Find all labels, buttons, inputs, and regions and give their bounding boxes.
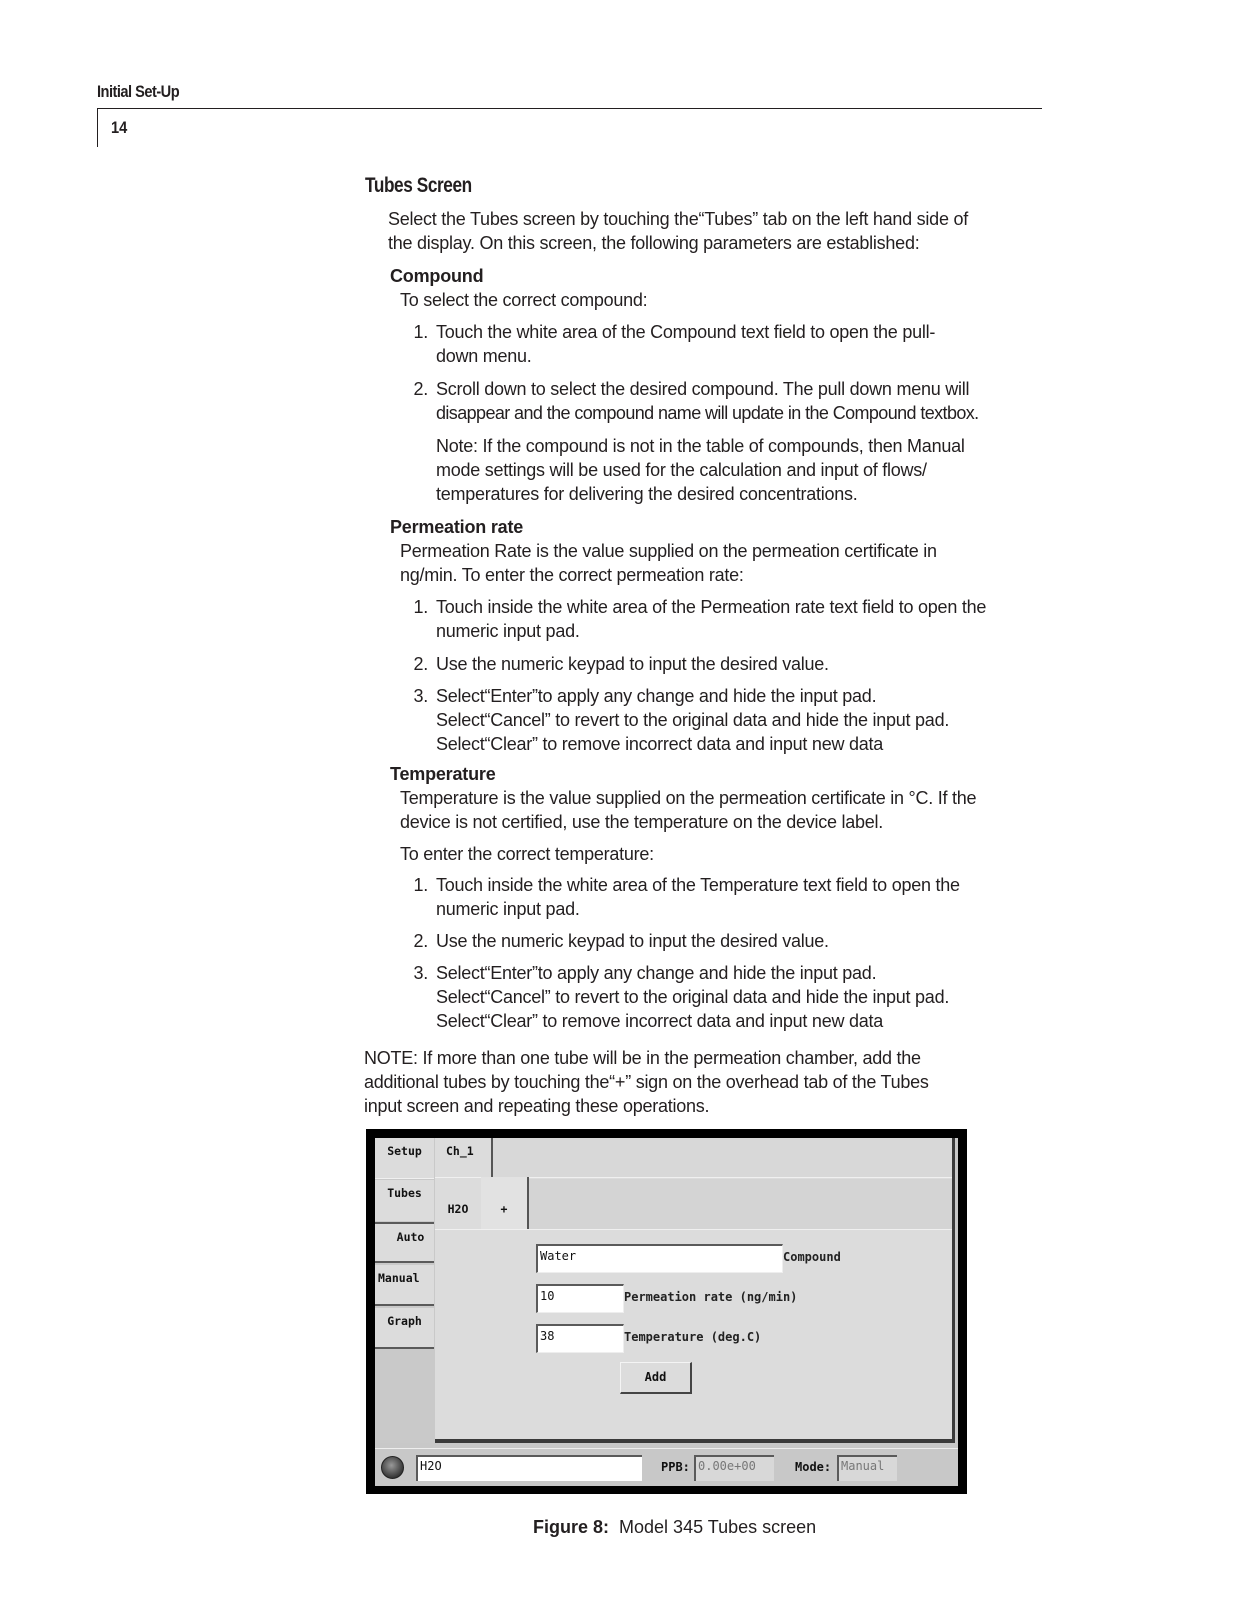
- step-text: Touch the white area of the Compound text field to open the pull-: [436, 322, 936, 342]
- mode-value: Manual: [837, 1455, 897, 1481]
- step-text: Touch inside the white area of the Temperature text field to open the: [436, 875, 960, 895]
- note-text: temperatures for delivering the desired concentrations.: [436, 484, 858, 504]
- tab-tube-h2o[interactable]: H2O: [435, 1179, 481, 1229]
- step-text: Touch inside the white area of the Permeation rate text field to open the: [436, 597, 987, 617]
- step-text: Select“Enter”to apply any change and hide the input pad.: [436, 686, 877, 706]
- temperature-label: Temperature (deg.C): [624, 1330, 762, 1344]
- intro-text: the display. On this screen, the following parameters are established:: [388, 233, 920, 253]
- section-title: Tubes Screen: [365, 174, 472, 197]
- step-number: 3.: [413, 686, 428, 706]
- step-text: Use the numeric keypad to input the desired value.: [436, 931, 829, 951]
- compound-field[interactable]: Water: [536, 1244, 783, 1273]
- step-text: down menu.: [436, 346, 532, 366]
- running-header: Initial Set-Up: [97, 82, 180, 101]
- sidebar-tab-auto[interactable]: Auto: [375, 1222, 434, 1263]
- permeation-heading: Permeation rate: [390, 517, 524, 537]
- final-note: input screen and repeating these operations.: [364, 1096, 710, 1116]
- sidebar-tab-manual[interactable]: Manual: [375, 1265, 434, 1306]
- temperature-field[interactable]: 38: [536, 1324, 624, 1353]
- figure-title: Model 345 Tubes screen: [619, 1517, 817, 1537]
- temperature-heading: Temperature: [390, 764, 496, 784]
- sidebar-tab-tubes[interactable]: Tubes: [375, 1180, 434, 1221]
- tab-ch-1[interactable]: Ch_1: [435, 1138, 493, 1177]
- sidebar-tab-graph[interactable]: Graph: [375, 1308, 434, 1349]
- device-screenshot: [366, 1129, 967, 1494]
- step-text: Select“Clear” to remove incorrect data and input new data: [436, 734, 883, 754]
- plus-icon: +: [500, 1202, 508, 1216]
- step-text: Use the numeric keypad to input the desired value.: [436, 654, 829, 674]
- device-screen: [375, 1138, 958, 1485]
- ppb-label: PPB:: [661, 1460, 690, 1474]
- permeation-rate-field[interactable]: 10: [536, 1284, 624, 1313]
- figure-label: Figure 8:: [533, 1517, 610, 1537]
- compound-label: Compound: [783, 1250, 841, 1264]
- step-text: disappear and the compound name will update in the Compound textbox.: [436, 403, 979, 423]
- step-number: 1.: [413, 322, 428, 342]
- step-text: numeric input pad.: [436, 899, 580, 919]
- step-text: Scroll down to select the desired compound. The pull down menu will: [436, 379, 970, 399]
- note-text: mode settings will be used for the calculation and input of flows/: [436, 460, 927, 480]
- step-number: 2.: [413, 931, 428, 951]
- temperature-lead: Temperature is the value supplied on the permeation certificate in °C. If the: [400, 788, 977, 808]
- sidebar: [375, 1138, 435, 1443]
- step-number: 1.: [413, 875, 428, 895]
- step-text: Select“Enter”to apply any change and hide the input pad.: [436, 963, 877, 983]
- final-note: NOTE: If more than one tube will be in the permeation chamber, add the: [364, 1048, 921, 1068]
- channel-tab-bar: [435, 1138, 952, 1178]
- sidebar-tab-setup[interactable]: Setup: [375, 1138, 434, 1179]
- mode-label: Mode:: [795, 1460, 832, 1474]
- temperature-lead: device is not certified, use the temperature on the device label.: [400, 812, 884, 832]
- step-text: numeric input pad.: [436, 621, 580, 641]
- ppb-value: 0.00e+00: [694, 1455, 774, 1481]
- add-button[interactable]: Add: [620, 1362, 692, 1394]
- figure-caption: [533, 1517, 816, 1538]
- permeation-lead: Permeation Rate is the value supplied on the permeation certificate in: [400, 541, 937, 561]
- add-tube-tab[interactable]: [481, 1177, 529, 1229]
- step-number: 2.: [413, 379, 428, 399]
- step-text: Select“Cancel” to revert to the original data and hide the input pad.: [436, 710, 950, 730]
- step-number: 1.: [413, 597, 428, 617]
- page-number: 14: [111, 118, 128, 137]
- tubes-panel: [435, 1138, 955, 1443]
- step-number: 2.: [413, 654, 428, 674]
- permeation-rate-label: Permeation rate (ng/min): [624, 1290, 798, 1304]
- final-note: additional tubes by touching the“+” sign on the overhead tab of the Tubes: [364, 1072, 929, 1092]
- note-text: Note: If the compound is not in the table of compounds, then Manual: [436, 436, 965, 456]
- header-rule: [97, 108, 1042, 109]
- compound-lead: To select the correct compound:: [400, 290, 648, 310]
- step-text: Select“Cancel” to revert to the original data and hide the input pad.: [436, 987, 950, 1007]
- compound-heading: Compound: [390, 266, 484, 286]
- permeation-lead: ng/min. To enter the correct permeation rate:: [400, 565, 744, 585]
- status-led-icon: [381, 1456, 404, 1479]
- step-number: 3.: [413, 963, 428, 983]
- temperature-lead: To enter the correct temperature:: [400, 844, 654, 864]
- active-tube-field: H2O: [416, 1455, 642, 1481]
- step-text: Select“Clear” to remove incorrect data and input new data: [436, 1011, 883, 1031]
- intro-text: Select the Tubes screen by touching the“Tubes” tab on the left hand side of: [388, 209, 968, 229]
- status-bar: [375, 1448, 958, 1486]
- header-vertical-rule: [97, 108, 98, 147]
- tube-tab-bar: [435, 1179, 952, 1230]
